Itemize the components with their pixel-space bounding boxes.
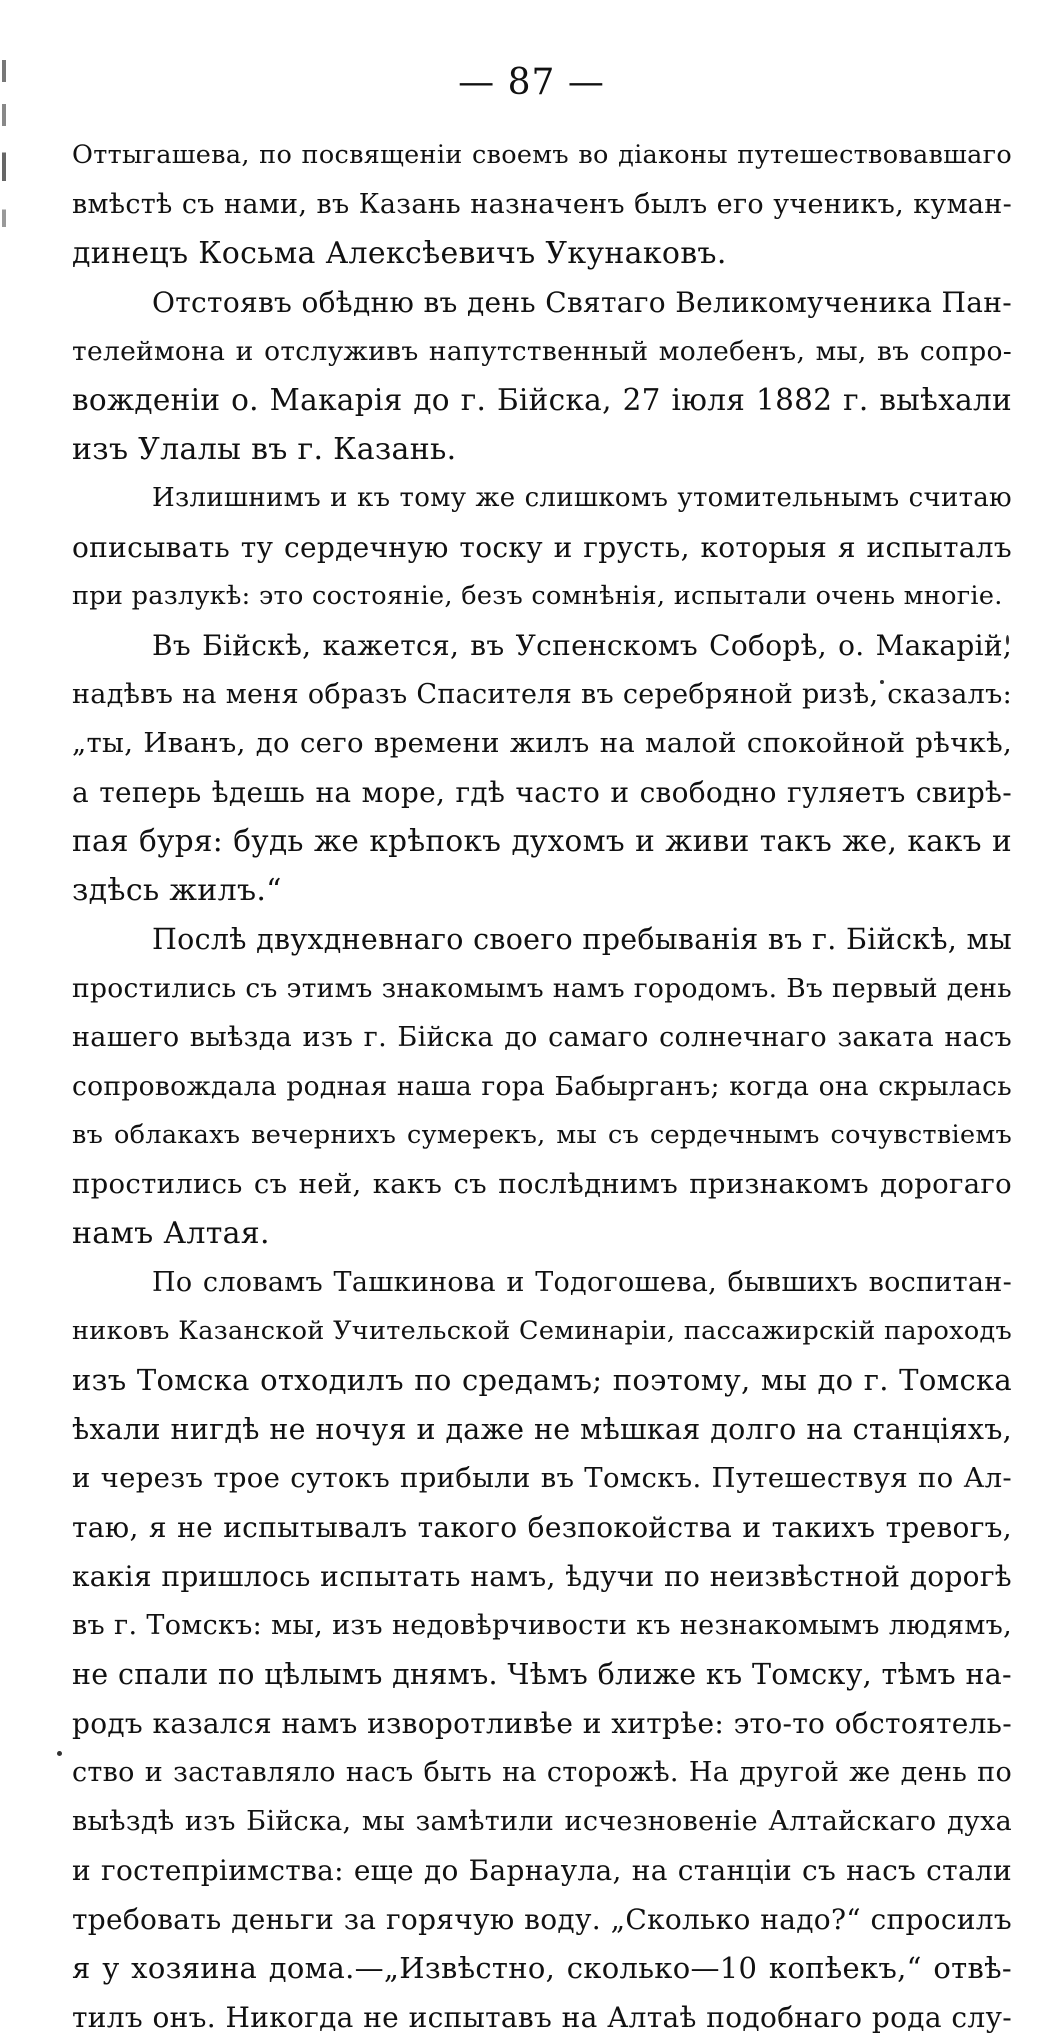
text-line: ство и заставляло насъ быть на сторожѣ. На другой же день по [72,1757,1012,1788]
text-line: ѣхали нигдѣ не ночуя и даже не мѣшкая долго на станціяхъ, [72,1413,1012,1446]
text-line: По словамъ Ташкинова и Тодогошева, бывшихъ воспитан- [152,1267,1012,1298]
text-line: Въ Бійскѣ, кажется, въ Успенскомъ Соборѣ, о. Макарій, [152,629,1012,662]
text-line: изъ Томска отходилъ по средамъ; поэтому, мы до г. Томска [72,1363,1012,1397]
text-line: вожденіи о. Макарія до г. Бійска, 27 іюля 1882 г. выѣхали [72,383,1012,417]
text-line: простились съ ней, какъ съ послѣднимъ признакомъ дорогаго [72,1168,1012,1200]
text-line: описывать ту сердечную тоску и грусть, которыя я испыталъ [72,531,1012,564]
text-line: Оттыгашева, по посвященіи своемъ во діаконы путешествовавшаго [72,140,1012,170]
text-line: пая буря: будь же крѣпокъ духомъ и живи такъ же, какъ и [72,824,1012,858]
text-line: въ облакахъ вечернихъ сумерекъ, мы съ сердечнымъ сочувствіемъ [72,1120,1012,1150]
text-line: надѣвъ на меня образъ Спасителя въ серебряной ризѣ, сказалъ: [72,679,1012,710]
text-line: „ты, Иванъ, до сего времени жилъ на малой спокойной рѣчкѣ, [72,727,1012,759]
text-line: намъ Алтая. [72,1216,270,1251]
text-line: изъ Улалы въ г. Казань. [72,432,457,467]
text-line: не спали по цѣлымъ днямъ. Чѣмъ ближе къ Томску, тѣмъ на- [72,1658,1012,1691]
text-line: тилъ онъ. Никогда не испытавъ на Алтаѣ подобнаго рода слу- [72,2001,1012,2034]
ink-speck [57,1751,62,1756]
text-line: здѣсь жилъ.“ [72,873,282,908]
text-line: какія пришлось испытать намъ, ѣдучи по неизвѣстной дорогѣ [72,1560,1012,1593]
text-line: въ г. Томскъ: мы, изъ недовѣрчивости къ незнакомымъ людямъ, [72,1610,1012,1641]
text-line: и черезъ трое сутокъ прибыли въ Томскъ. Путешествуя по Ал- [72,1462,1012,1494]
text-line: при разлукѣ: это состояніе, безъ сомнѣнія, испытали очень многіе. [72,581,1003,611]
text-line: выѣздѣ изъ Бійска, мы замѣтили исчезновеніе Алтайскаго духа [72,1806,1012,1837]
text-line: Отстоявъ обѣдню въ день Святаго Великомученика Пан- [152,286,1012,319]
body-text [72,131,1012,2042]
text-line: простились съ этимъ знакомымъ намъ городомъ. Въ первый день [72,973,1012,1004]
text-line: телеймона и отслуживъ напутственный молебенъ, мы, въ сопро- [72,336,1012,367]
text-line: и гостепріимства: еще до Барнаула, на станціи съ насъ стали [72,1854,1012,1887]
text-line: а теперь ѣдешь на море, гдѣ часто и свободно гуляетъ свирѣ- [72,776,1012,809]
text-line: требовать деньги за горячую воду. „Сколько надо?“ спросилъ [72,1903,1012,1936]
text-line: Послѣ двухдневнаго своего пребыванія въ г. Бійскѣ, мы [152,923,1012,956]
text-line: Излишнимъ и къ тому же слишкомъ утомительнымъ считаю [152,483,1012,513]
text-line: динецъ Косьма Алексѣевичъ Укунаковъ. [72,236,727,271]
text-line: таю, я не испытывалъ такого безпокойства и такихъ тревогъ, [72,1511,1012,1544]
text-line: нашего выѣзда изъ г. Бійска до самаго солнечнаго заката насъ [72,1022,1012,1053]
text-line: никовъ Казанской Учительской Семинаріи, пассажирскій пароходъ [72,1316,1012,1346]
text-line: я у хозяина дома.—„Извѣстно, сколько—10 копѣекъ,“ отвѣ- [72,1951,1012,1985]
text-line: вмѣстѣ съ нами, въ Казань назначенъ былъ его ученикъ, куман- [72,189,1012,220]
page-number: — 87 — [458,62,605,103]
text-line: сопровождала родная наша гора Бабырганъ; когда она скрылась [72,1071,1012,1102]
text-line: родъ казался намъ изворотливѣе и хитрѣе: это-то обстоятель- [72,1707,1012,1740]
